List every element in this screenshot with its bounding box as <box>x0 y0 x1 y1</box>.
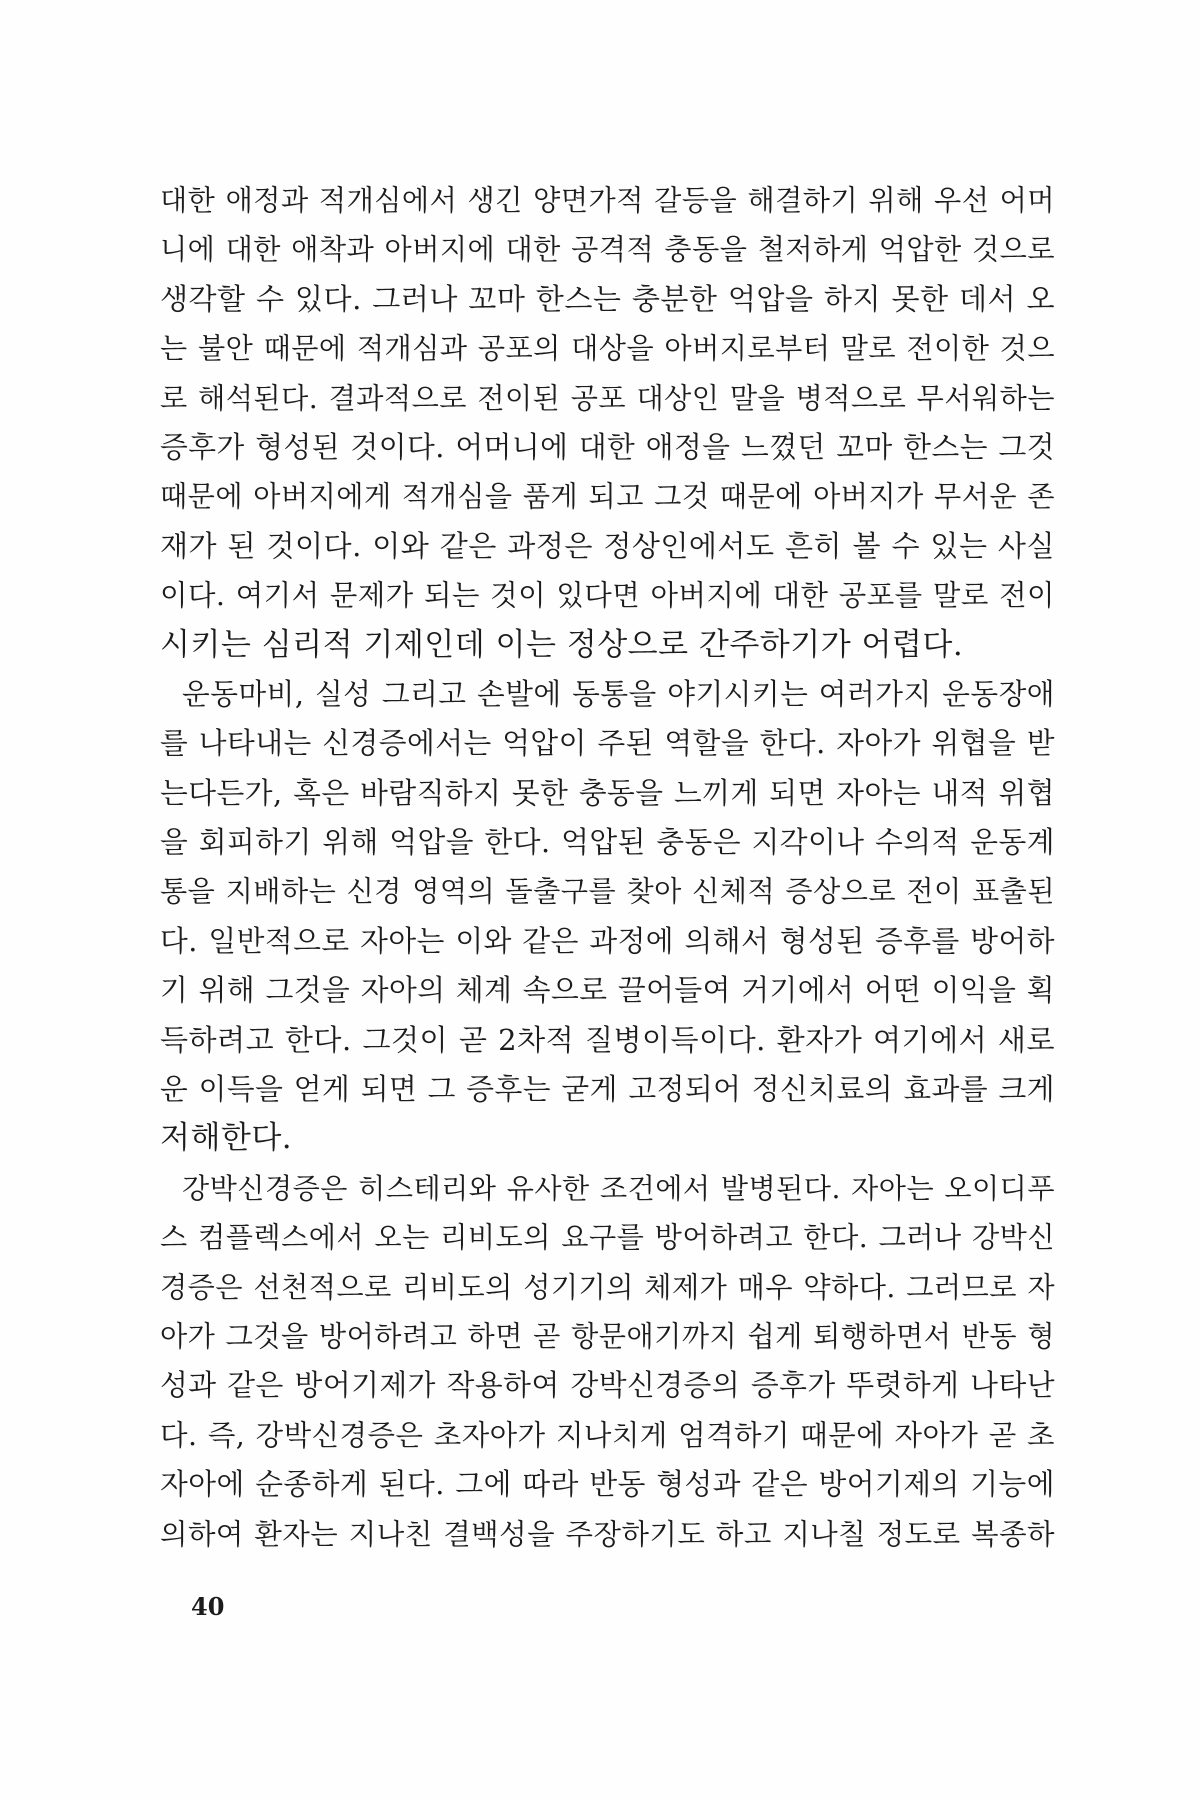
text-line: 강박신경증은 히스테리와 유사한 조건에서 발병된다. 자아는 오이디푸 <box>182 1171 1055 1205</box>
page-number: 40 <box>191 1592 225 1621</box>
text-line: 기 위해 그것을 자아의 체계 속으로 끌어들여 거기에서 어떤 이익을 획 <box>160 973 1055 1008</box>
text-line: 다. 즉, 강박신경증은 초자아가 지나치게 엄격하기 때문에 자아가 곧 초 <box>160 1418 1055 1452</box>
text-line: 자아에 순종하게 된다. 그에 따라 반동 형성과 같은 방어기제의 기능에 <box>160 1467 1055 1502</box>
text-line: 니에 대한 애착과 아버지에 대한 공격적 충동을 철저하게 억압한 것으로 <box>160 233 1055 267</box>
text-line: 를 나타내는 신경증에서는 억압이 주된 역할을 한다. 자아가 위협을 받 <box>160 726 1055 761</box>
text-line: 는다든가, 혹은 바람직하지 못한 충동을 느끼게 되면 자아는 내적 위협 <box>160 775 1055 810</box>
text-line: 는 불안 때문에 적개심과 공포의 대상을 아버지로부터 말로 전이한 것으 <box>160 332 1055 366</box>
paragraph <box>160 176 1055 670</box>
text-line: 저해한다. <box>160 1120 293 1157</box>
text-line: 통을 지배하는 신경 영역의 돌출구를 찾아 신체적 증상으로 전이 표출된 <box>160 875 1055 909</box>
text-line: 득하려고 한다. 그것이 곧 2차적 질병이득이다. 환자가 여기에서 새로 <box>160 1022 1055 1057</box>
text-line: 증후가 형성된 것이다. 어머니에 대한 애정을 느꼈던 꼬마 한스는 그것 <box>160 429 1055 464</box>
text-line: 을 회피하기 위해 억압을 한다. 억압된 충동은 지각이나 수의적 운동계 <box>160 825 1055 860</box>
text-line: 때문에 아버지에게 적개심을 품게 되고 그것 때문에 아버지가 무서운 존 <box>160 480 1055 514</box>
text-line: 이다. 여기서 문제가 되는 것이 있다면 아버지에 대한 공포를 말로 전이 <box>160 579 1055 613</box>
text-line: 스 컴플렉스에서 오는 리비도의 요구를 방어하려고 한다. 그러나 강박신 <box>160 1221 1055 1255</box>
text-line: 운 이득을 얻게 되면 그 증후는 굳게 고정되어 정신치료의 효과를 크게 <box>160 1072 1055 1107</box>
text-line: 다. 일반적으로 자아는 이와 같은 과정에 의해서 형성된 증후를 방어하 <box>160 923 1055 958</box>
text-line: 성과 같은 방어기제가 작용하여 강박신경증의 증후가 뚜렷하게 나타난 <box>160 1368 1055 1403</box>
body-text <box>160 176 1055 1559</box>
text-line: 대한 애정과 적개심에서 생긴 양면가적 갈등을 해결하기 위해 우선 어머 <box>160 184 1055 217</box>
text-line: 의하여 환자는 지나친 결백성을 주장하기도 하고 지나칠 정도로 복종하 <box>160 1517 1055 1551</box>
paragraph <box>160 1164 1055 1559</box>
paragraph <box>160 670 1055 1164</box>
text-line: 시키는 심리적 기제인데 이는 정상으로 간주하기가 어렵다. <box>160 626 964 663</box>
text-line: 경증은 선천적으로 리비도의 성기기의 체제가 매우 약하다. 그러므로 자 <box>160 1270 1055 1304</box>
text-line: 생각할 수 있다. 그러나 꼬마 한스는 충분한 억압을 하지 못한 데서 오 <box>160 281 1055 316</box>
text-line: 재가 된 것이다. 이와 같은 과정은 정상인에서도 흔히 볼 수 있는 사실 <box>160 528 1055 563</box>
text-line: 로 해석된다. 결과적으로 전이된 공포 대상인 말을 병적으로 무서워하는 <box>160 381 1055 415</box>
text-line: 운동마비, 실성 그리고 손발에 동통을 야기시키는 여러가지 운동장애 <box>182 676 1055 711</box>
text-line: 아가 그것을 방어하려고 하면 곧 항문애기까지 쉽게 퇴행하면서 반동 형 <box>160 1319 1055 1353</box>
